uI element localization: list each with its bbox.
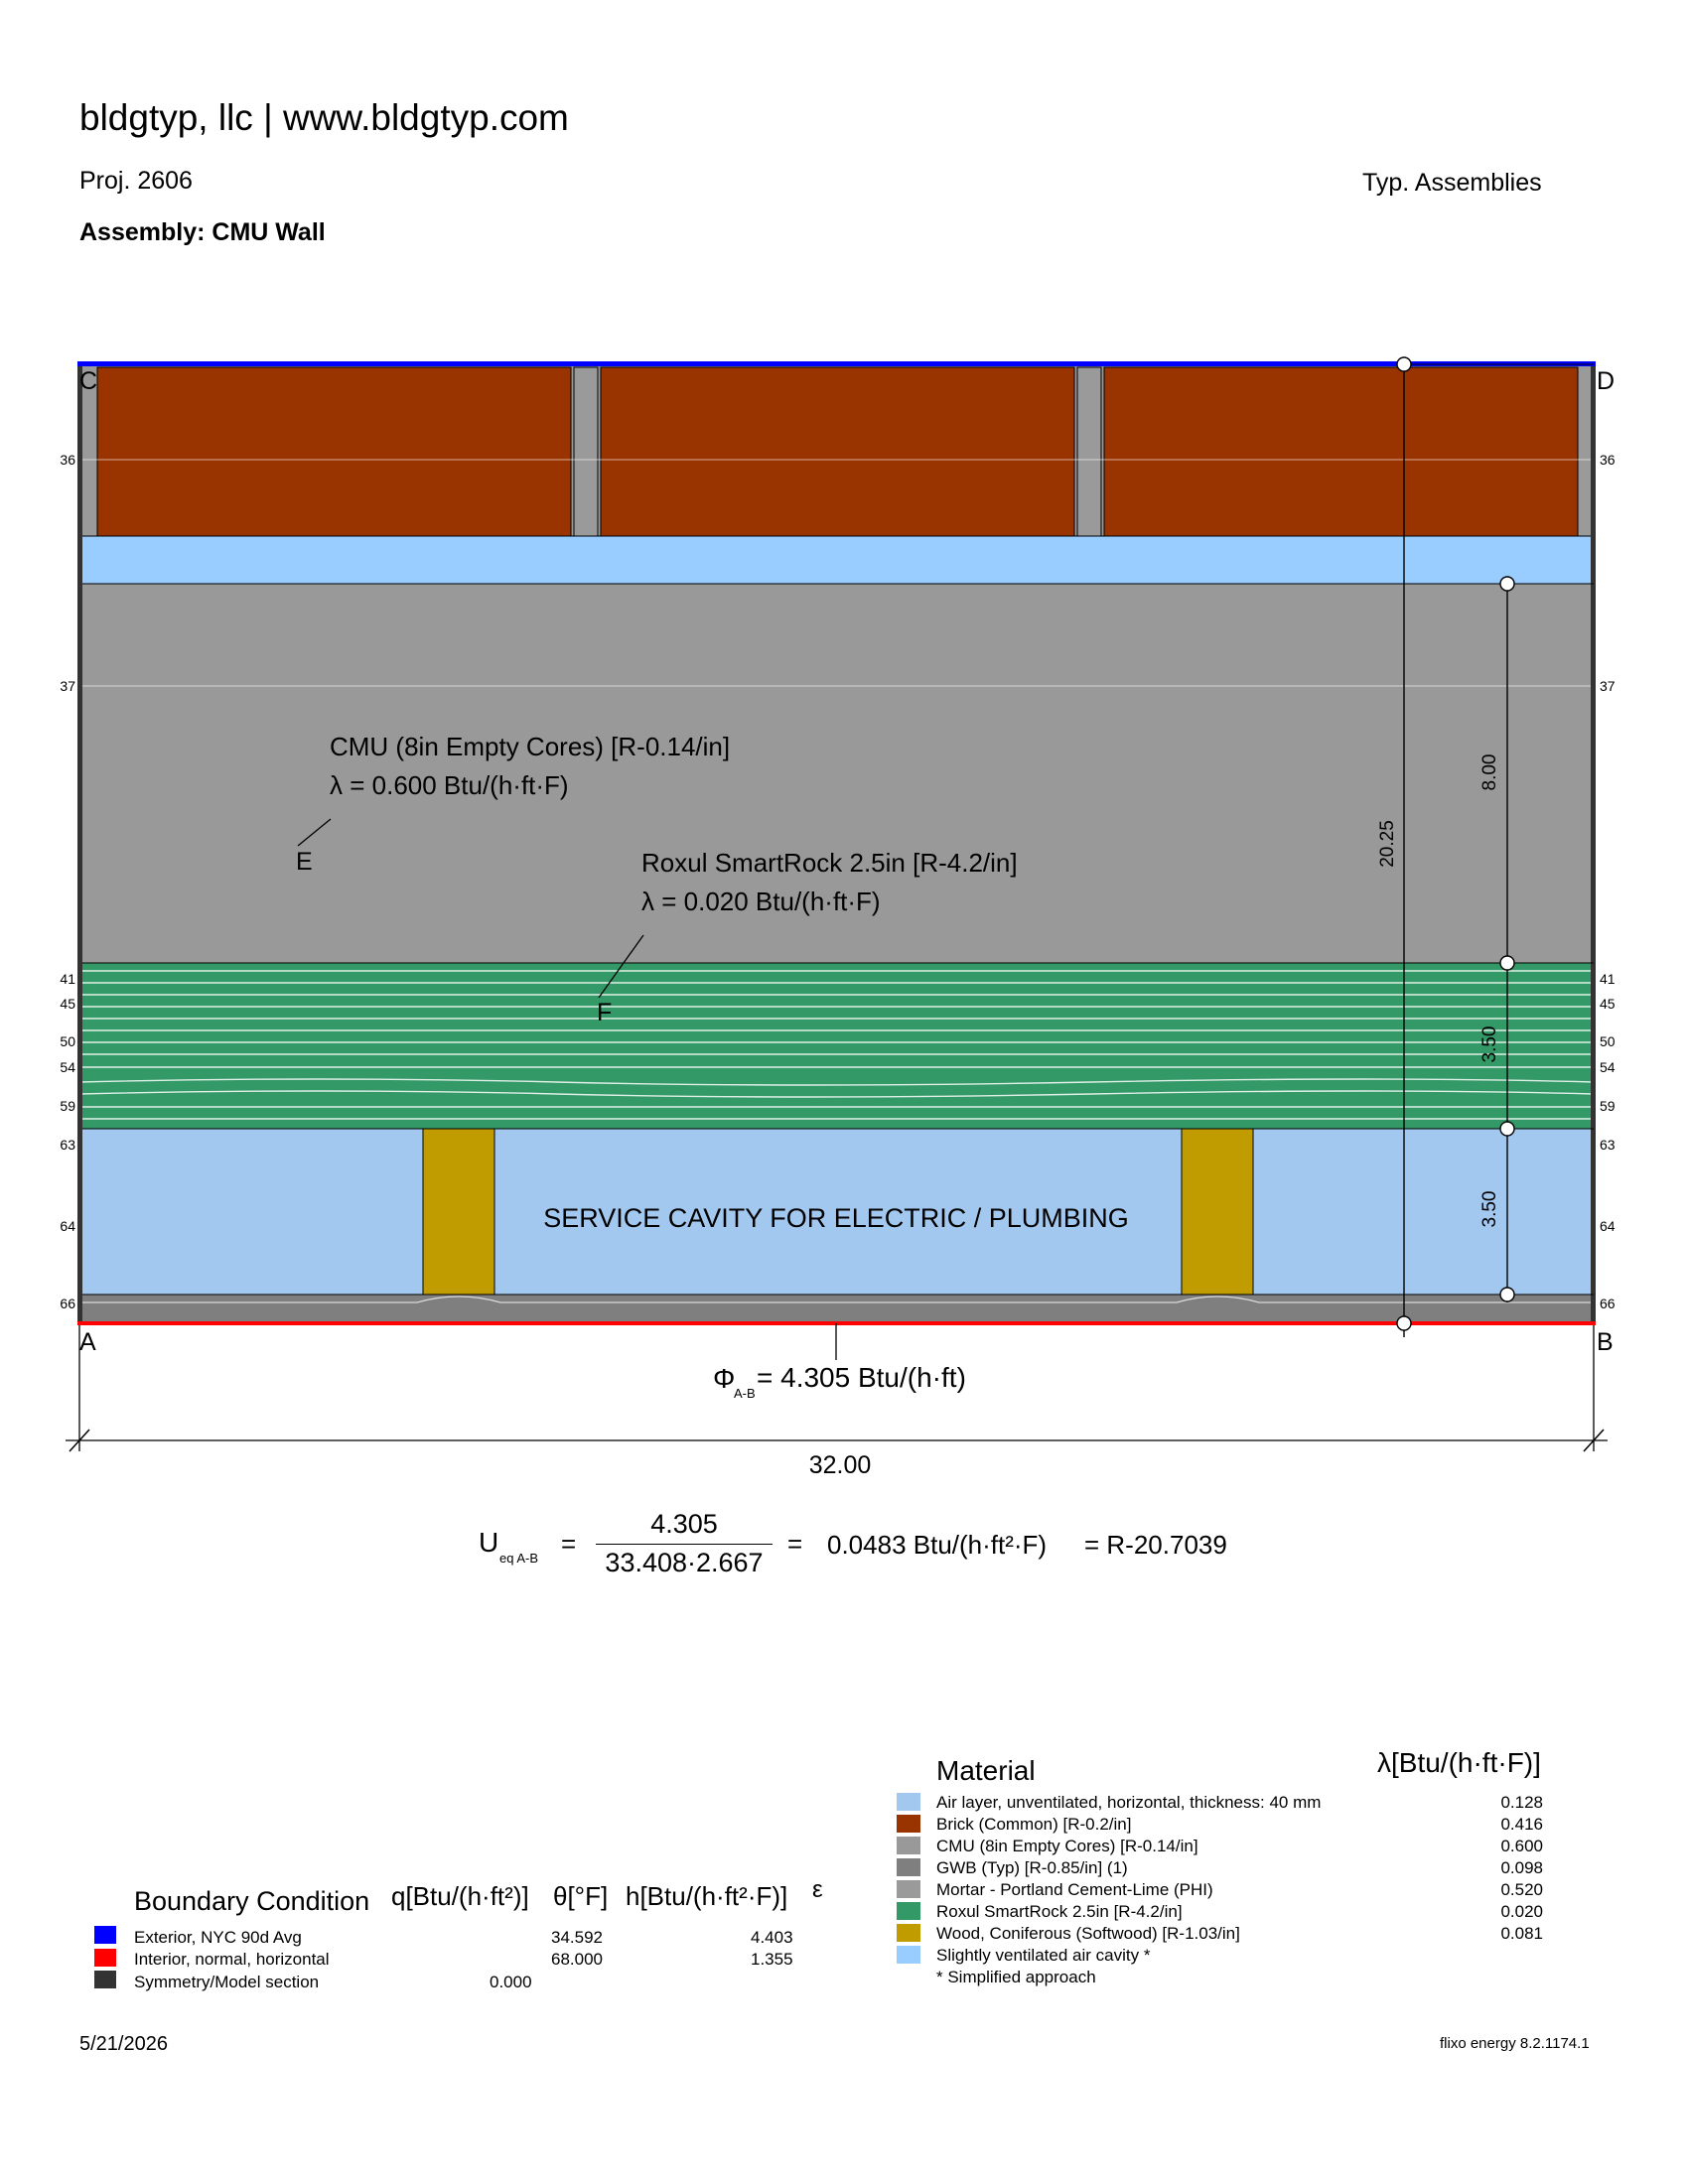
lambda-header: λ[Btu/(h·ft·F)] bbox=[1377, 1747, 1541, 1778]
roxul-lambda: λ = 0.020 Btu/(h·ft·F) bbox=[641, 887, 881, 916]
material-row: Roxul SmartRock 2.5in [R-4.2/in] bbox=[936, 1902, 1183, 1921]
svg-text:36: 36 bbox=[1600, 452, 1616, 468]
equals-2: = bbox=[787, 1529, 803, 1559]
svg-text:63: 63 bbox=[60, 1137, 75, 1153]
cmu-label: CMU (8in Empty Cores) [R-0.14/in] bbox=[330, 732, 731, 761]
material-lambda: 0.416 bbox=[1500, 1815, 1543, 1834]
svg-text:36: 36 bbox=[60, 452, 75, 468]
brick-1 bbox=[97, 367, 571, 536]
material-swatch bbox=[897, 1815, 920, 1833]
dim-total: 20.25 bbox=[1377, 820, 1398, 868]
svg-text:64: 64 bbox=[60, 1218, 75, 1234]
bc-exterior-theta: 34.592 bbox=[551, 1928, 603, 1947]
material-swatch bbox=[897, 1946, 920, 1964]
symmetry-left bbox=[77, 364, 82, 1323]
material-lambda: 0.098 bbox=[1500, 1858, 1543, 1877]
wood-stud-1 bbox=[423, 1129, 494, 1295]
wood-stud-2 bbox=[1182, 1129, 1253, 1295]
svg-text:54: 54 bbox=[60, 1059, 75, 1075]
svg-text:54: 54 bbox=[1600, 1059, 1616, 1075]
u-symbol: U bbox=[479, 1527, 499, 1558]
svg-text:41: 41 bbox=[1600, 971, 1616, 987]
svg-text:50: 50 bbox=[60, 1033, 75, 1049]
bc-header-theta: θ[°F] bbox=[553, 1881, 609, 1911]
u-result: 0.0483 Btu/(h·ft²·F) bbox=[827, 1530, 1048, 1560]
material-swatch bbox=[897, 1880, 920, 1898]
corner-c: C bbox=[79, 367, 98, 395]
material-row: Air layer, unventilated, horizontal, thickness: 40 mm bbox=[936, 1793, 1322, 1812]
bc-exterior-h: 4.403 bbox=[751, 1928, 793, 1947]
svg-text:59: 59 bbox=[60, 1098, 75, 1114]
flux-symbol: Φ bbox=[713, 1363, 736, 1394]
isotherm-labels-right bbox=[1600, 452, 1616, 1311]
flux-sub: A-B bbox=[734, 1386, 756, 1401]
software-version: flixo energy 8.2.1174.1 bbox=[1440, 2035, 1590, 2052]
material-row: Slightly ventilated air cavity * bbox=[936, 1946, 1151, 1965]
roxul-tag: F bbox=[597, 999, 613, 1026]
material-swatch bbox=[897, 1902, 920, 1920]
svg-text:59: 59 bbox=[1600, 1098, 1616, 1114]
date: 5/21/2026 bbox=[79, 2033, 168, 2055]
material-swatch bbox=[897, 1793, 920, 1811]
isotherm-labels-left bbox=[60, 452, 75, 1311]
svg-text:50: 50 bbox=[1600, 1033, 1616, 1049]
boundary-title: Boundary Condition bbox=[134, 1886, 370, 1916]
material-title: Material bbox=[936, 1755, 1036, 1786]
fraction-bar bbox=[596, 1544, 773, 1545]
corner-a: A bbox=[79, 1328, 96, 1356]
material-swatch bbox=[897, 1837, 920, 1854]
material-swatch bbox=[897, 1858, 920, 1876]
material-row: CMU (8in Empty Cores) [R-0.14/in] bbox=[936, 1837, 1198, 1855]
material-row: Mortar - Portland Cement-Lime (PHI) bbox=[936, 1880, 1213, 1899]
bc-row-interior: Interior, normal, horizontal bbox=[134, 1950, 330, 1969]
bc-row-exterior: Exterior, NYC 90d Avg bbox=[134, 1928, 302, 1947]
exterior-boundary bbox=[77, 361, 1596, 366]
material-lambda: 0.081 bbox=[1500, 1924, 1543, 1943]
material-row: GWB (Typ) [R-0.85/in] (1) bbox=[936, 1858, 1128, 1877]
material-row: Brick (Common) [R-0.2/in] bbox=[936, 1815, 1132, 1834]
svg-text:63: 63 bbox=[1600, 1137, 1616, 1153]
air-cavity bbox=[79, 536, 1594, 584]
svg-text:41: 41 bbox=[60, 971, 75, 987]
service-cavity-label: SERVICE CAVITY FOR ELECTRIC / PLUMBING bbox=[543, 1203, 1129, 1233]
bc-row-symmetry: Symmetry/Model section bbox=[134, 1973, 320, 1991]
gwb-layer bbox=[79, 1295, 1594, 1323]
bc-header-h: h[Btu/(h·ft²·F)] bbox=[626, 1881, 788, 1911]
bc-symmetry-q: 0.000 bbox=[490, 1973, 532, 1991]
symmetry-swatch bbox=[94, 1971, 116, 1988]
brick-2 bbox=[601, 367, 1074, 536]
material-swatch bbox=[897, 1924, 920, 1942]
svg-text:64: 64 bbox=[1600, 1218, 1616, 1234]
svg-text:45: 45 bbox=[60, 996, 75, 1012]
bc-header-q: q[Btu/(h·ft²)] bbox=[391, 1881, 529, 1911]
bc-header-eps: ε bbox=[812, 1876, 823, 1903]
category-label: Typ. Assemblies bbox=[1362, 169, 1542, 197]
material-lambda: 0.520 bbox=[1500, 1880, 1543, 1899]
roxul-label: Roxul SmartRock 2.5in [R-4.2/in] bbox=[641, 848, 1018, 878]
material-lambda: 0.600 bbox=[1500, 1837, 1543, 1855]
assembly-title: Assembly: CMU Wall bbox=[79, 218, 326, 246]
firm-title: bldgtyp, llc | www.bldgtyp.com bbox=[79, 97, 569, 138]
u-numerator: 4.305 bbox=[650, 1509, 718, 1539]
bc-interior-h: 1.355 bbox=[751, 1950, 793, 1969]
material-row: Wood, Coniferous (Softwood) [R-1.03/in] bbox=[936, 1924, 1240, 1943]
svg-text:45: 45 bbox=[1600, 996, 1616, 1012]
dim-width: 32.00 bbox=[808, 1451, 872, 1479]
insulation-layer bbox=[79, 963, 1594, 1129]
material-footnote: * Simplified approach bbox=[936, 1968, 1096, 1986]
interior-swatch bbox=[94, 1949, 116, 1967]
cmu-tag: E bbox=[296, 848, 313, 876]
u-denominator: 33.408·2.667 bbox=[605, 1548, 764, 1577]
symmetry-right bbox=[1591, 364, 1596, 1323]
u-subscript: eq A-B bbox=[499, 1551, 539, 1566]
svg-text:37: 37 bbox=[1600, 678, 1616, 694]
dim-cavity: 3.50 bbox=[1479, 1190, 1500, 1228]
cmu-lambda: λ = 0.600 Btu/(h·ft·F) bbox=[330, 770, 569, 800]
equals-1: = bbox=[561, 1529, 577, 1559]
svg-text:37: 37 bbox=[60, 678, 75, 694]
corner-d: D bbox=[1597, 367, 1616, 395]
dim-cmu: 8.00 bbox=[1479, 753, 1500, 791]
dim-insulation: 3.50 bbox=[1479, 1025, 1500, 1063]
material-lambda: 0.020 bbox=[1500, 1902, 1543, 1921]
flux-value: = 4.305 Btu/(h·ft) bbox=[757, 1362, 966, 1393]
svg-text:66: 66 bbox=[60, 1296, 75, 1311]
corner-b: B bbox=[1597, 1328, 1614, 1356]
project-number: Proj. 2606 bbox=[79, 167, 193, 195]
brick-3 bbox=[1104, 367, 1578, 536]
r-value: = R-20.7039 bbox=[1084, 1530, 1227, 1560]
exterior-swatch bbox=[94, 1926, 116, 1944]
svg-text:66: 66 bbox=[1600, 1296, 1616, 1311]
material-lambda: 0.128 bbox=[1500, 1793, 1543, 1812]
bc-interior-theta: 68.000 bbox=[551, 1950, 603, 1969]
